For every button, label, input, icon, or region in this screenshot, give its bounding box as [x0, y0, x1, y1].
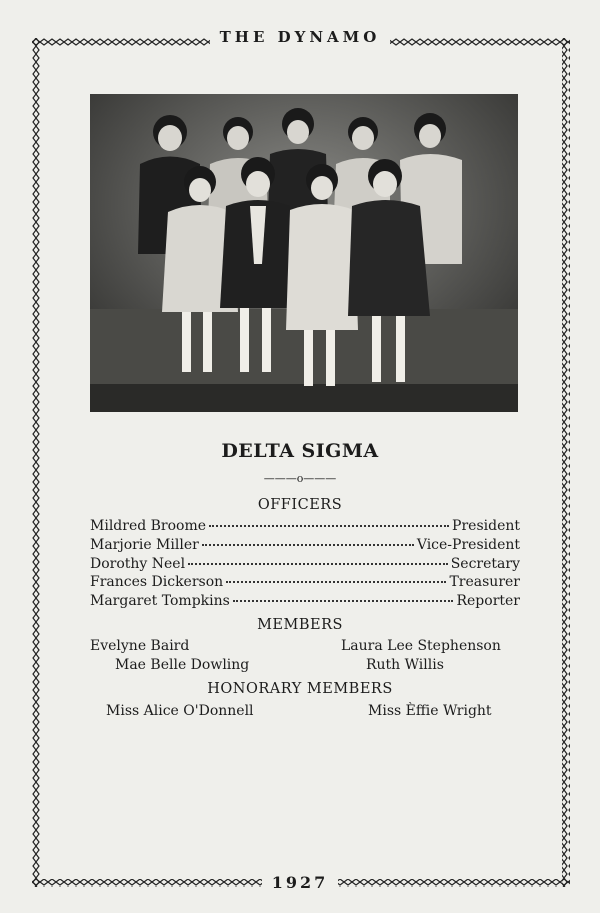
leader-dots [188, 563, 448, 565]
leader-dots [202, 544, 414, 546]
leader-dots [226, 581, 446, 583]
honorary-member-name: Miss Èffie Wright [368, 703, 492, 719]
header-title-wrap [0, 28, 600, 46]
leader-dots [233, 600, 454, 602]
members-heading: MEMBERS [257, 617, 343, 633]
officers-heading: OFFICERS [257, 497, 343, 513]
officer-row [90, 593, 520, 611]
officer-row [90, 518, 520, 536]
officer-row [90, 537, 520, 555]
footer-year-wrap [0, 873, 600, 892]
member-name: Ruth Willis [366, 657, 444, 673]
organization-title: DELTA SIGMA [221, 440, 379, 462]
officer-name: Frances Dickerson [90, 574, 224, 590]
officer-row [90, 574, 520, 592]
group-photo-icon [90, 94, 518, 412]
group-photo [90, 94, 518, 412]
officer-name: Margaret Tompkins [90, 593, 230, 609]
page-footer-year: 1927 [262, 873, 339, 892]
officer-role: Vice-President [416, 537, 520, 553]
officer-name: Marjorie Miller [90, 537, 199, 553]
officer-name: Mildred Broome [90, 518, 207, 534]
officer-role: Treasurer [449, 574, 520, 590]
officer-role: President [452, 518, 520, 534]
page-header-title: THE DYNAMO [210, 28, 391, 46]
title-ornament: ———o——— [263, 472, 337, 485]
leader-dots [209, 525, 449, 527]
member-name: Laura Lee Stephenson [341, 638, 501, 654]
officer-role: Secretary [450, 556, 520, 572]
member-name: Evelyne Baird [90, 638, 190, 654]
officer-name: Dorothy Neel [90, 556, 186, 572]
member-name: Mae Belle Dowling [115, 657, 250, 673]
honorary-member-name: Miss Alice O'Donnell [106, 703, 254, 719]
honorary-heading: HONORARY MEMBERS [207, 681, 393, 697]
officer-row [90, 556, 520, 574]
officer-role: Reporter [456, 593, 520, 609]
